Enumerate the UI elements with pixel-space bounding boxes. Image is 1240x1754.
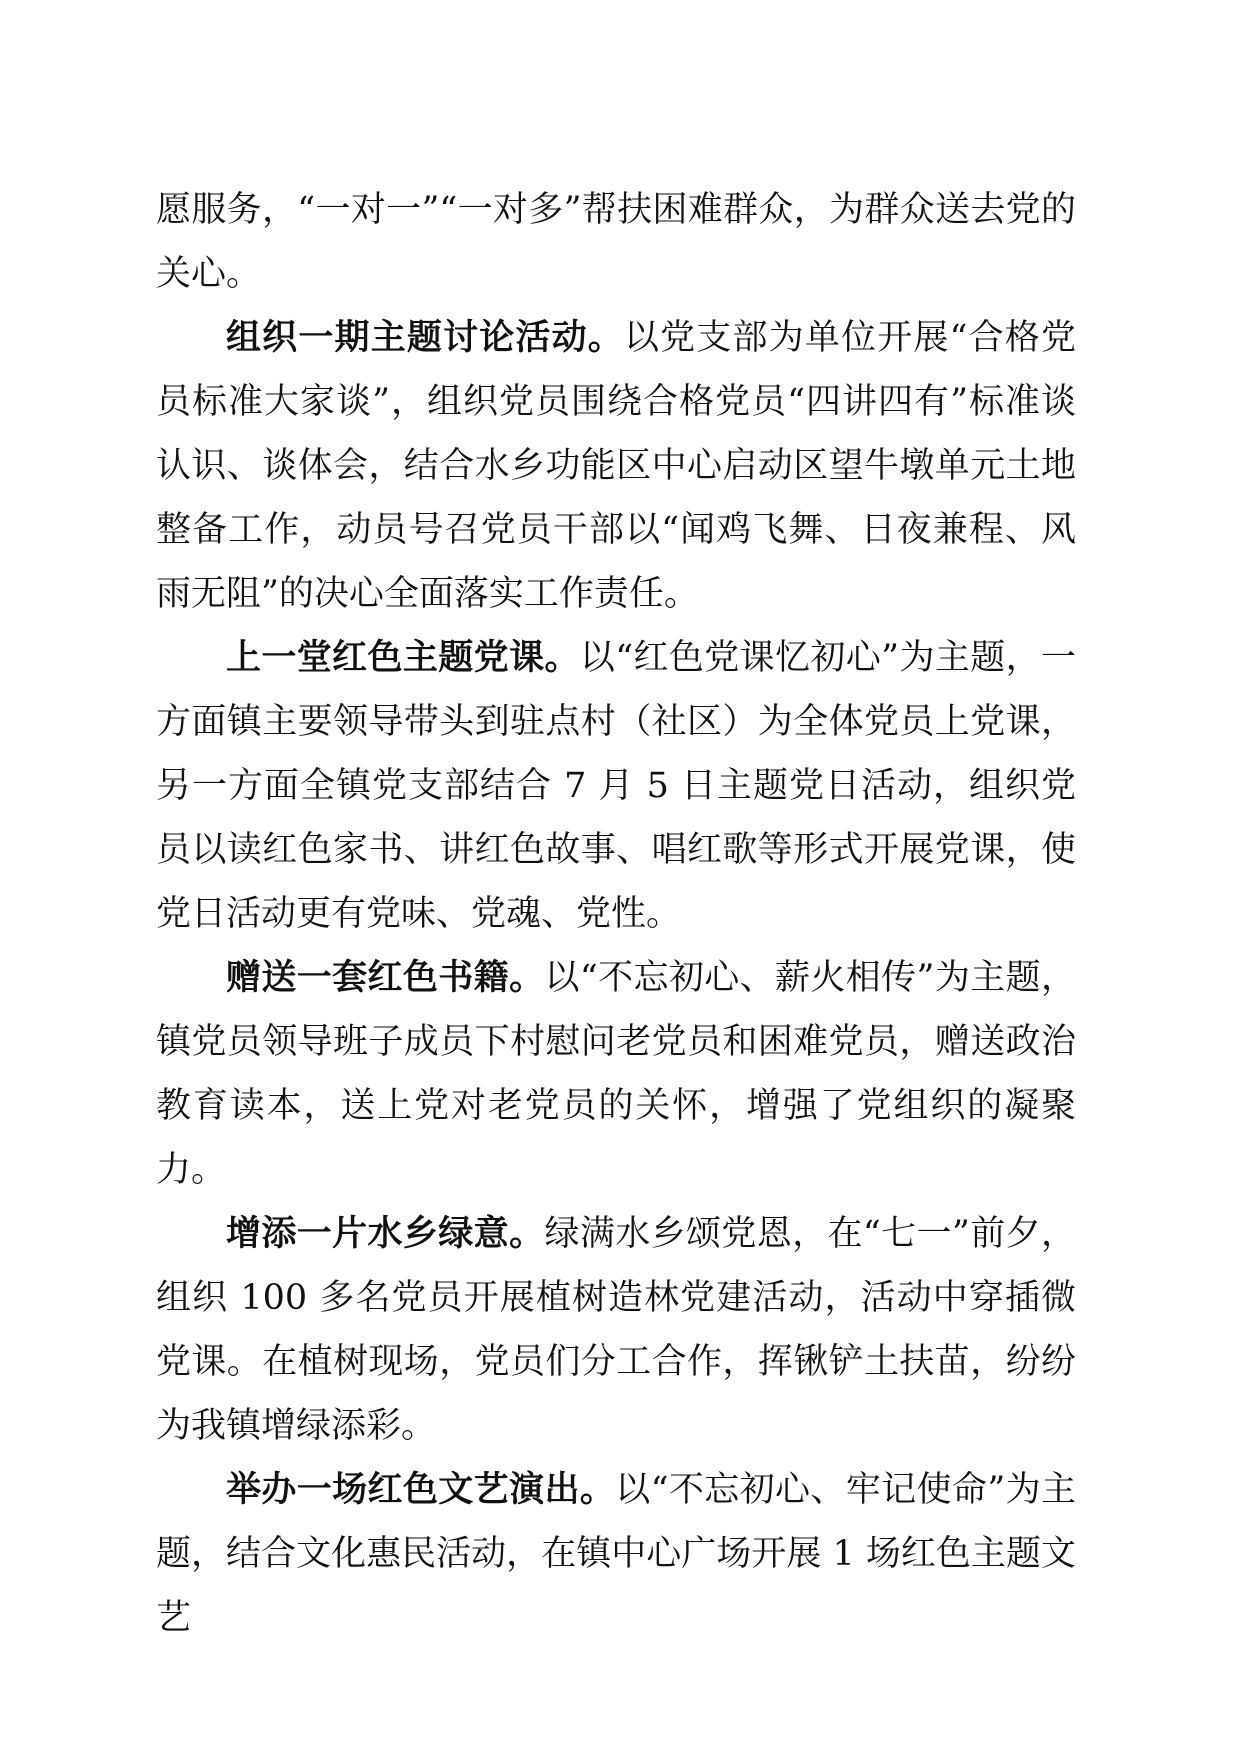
document-body — [156, 178, 1076, 1650]
paragraph-heading: 赠送一套红色书籍。 — [226, 958, 545, 998]
paragraph-text: 以“红色党课忆初心”为主题，一方面镇主要领导带头到驻点村（社区）为全体党员上党课，另一方面全镇党支部结合 7 月 5 日主题党日活动，组织党员以读红色家书、讲红色故事、唱红歌等形式开展党课，使党日活动更有党味、党魂、党性。 — [156, 638, 1076, 934]
paragraph-tree-planting — [156, 1202, 1076, 1458]
paragraph-text: 以“不忘初心、牢记使命”为主题，结合文化惠民活动，在镇中心广场开展 1 场红色主题文艺 — [156, 1470, 1076, 1638]
paragraph-red-books — [156, 946, 1076, 1202]
paragraph-text: 绿满水乡颂党恩，在“七一”前夕，组织 100 多名党员开展植树造林党建活动，活动中穿插微党课。在植树现场，党员们分工合作，挥锹铲土扶苗，纷纷为我镇增绿添彩。 — [156, 1214, 1076, 1446]
paragraph-text: 以党支部为单位开展“合格党员标准大家谈”，组织党员围绕合格党员“四讲四有”标准谈认识、谈体会，结合水乡功能区中心启动区望牛墩单元土地整备工作，动员号召党员干部以“闻鸡飞舞、日夜兼程、风雨无阻”的决心全面落实工作责任。 — [156, 318, 1076, 614]
paragraph-party-lesson — [156, 626, 1076, 946]
paragraph-heading: 组织一期主题讨论活动。 — [226, 318, 624, 358]
paragraph-discussion-activity — [156, 306, 1076, 626]
paragraph-art-performance — [156, 1458, 1076, 1650]
paragraph-continuation — [156, 178, 1076, 306]
paragraph-text: 愿服务，“一对一”“一对多”帮扶困难群众，为群众送去党的关心。 — [156, 190, 1076, 294]
paragraph-heading: 举办一场红色文艺演出。 — [226, 1470, 616, 1510]
paragraph-heading: 增添一片水乡绿意。 — [226, 1214, 545, 1254]
paragraph-text: 以“不忘初心、薪火相传”为主题，镇党员领导班子成员下村慰问老党员和困难党员，赠送政治教育读本，送上党对老党员的关怀，增强了党组织的凝聚力。 — [156, 958, 1076, 1190]
paragraph-heading: 上一堂红色主题党课。 — [226, 638, 580, 678]
